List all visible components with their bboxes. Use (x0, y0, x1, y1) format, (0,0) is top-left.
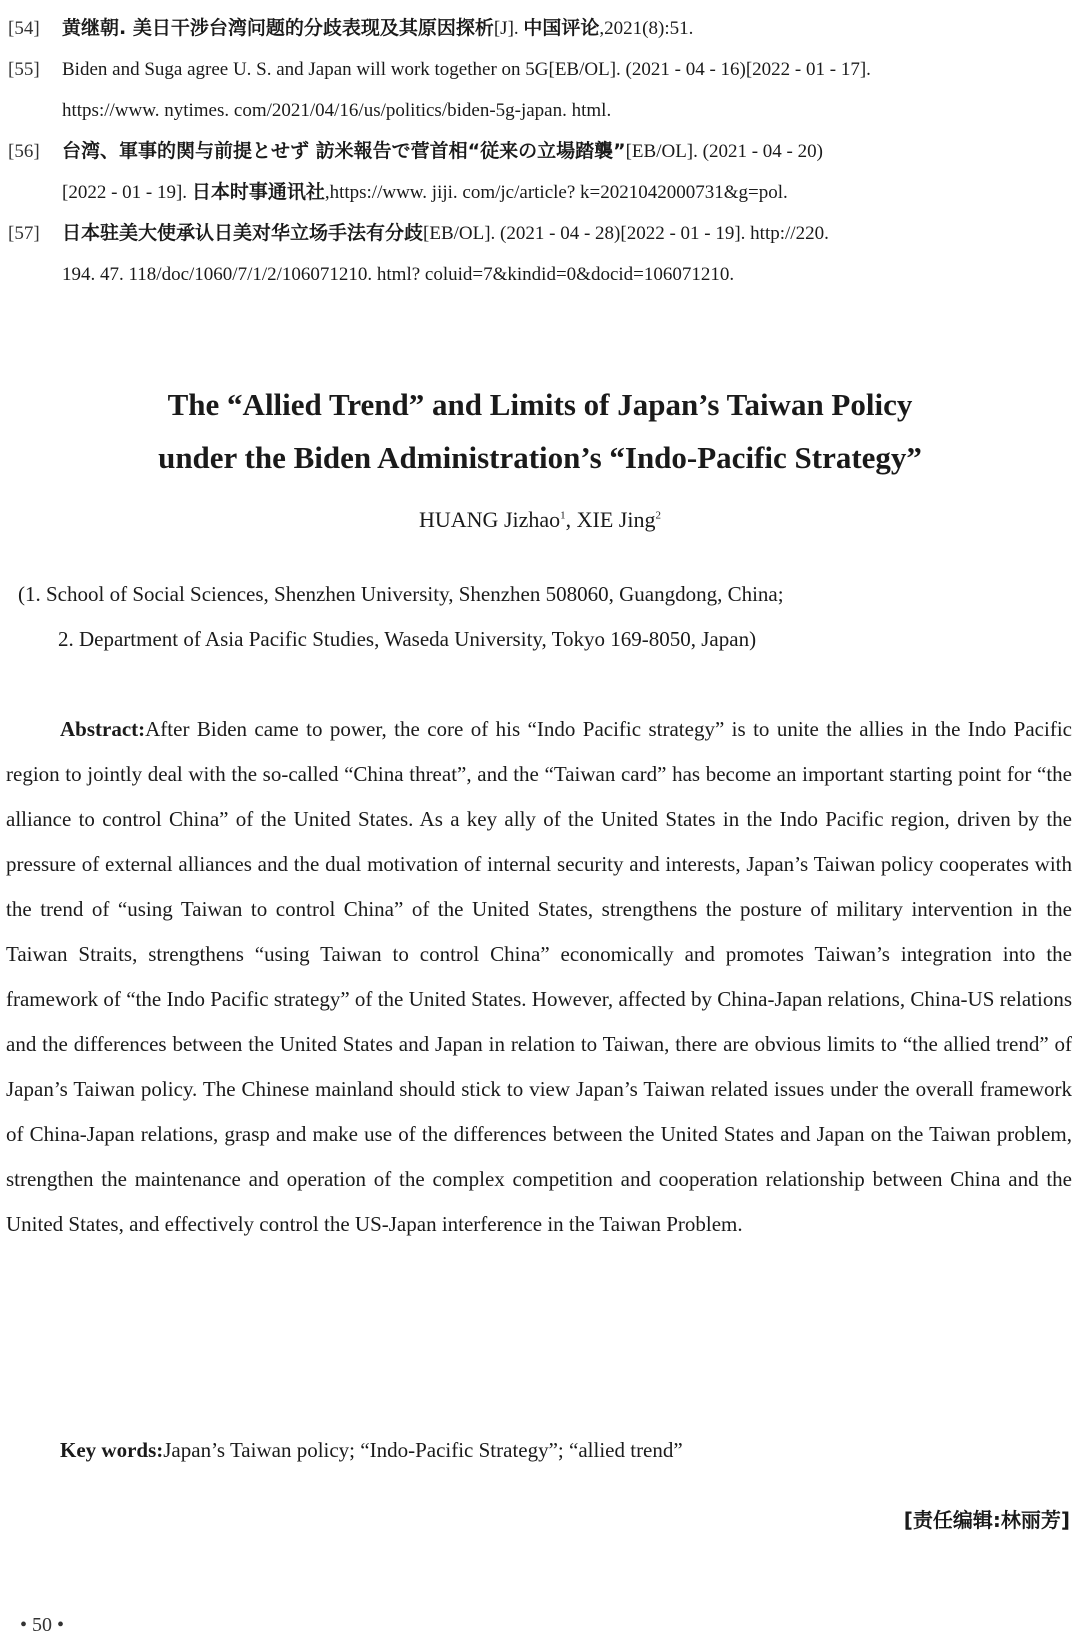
reference-line (62, 172, 1072, 213)
reference-text-segment: ,2021(8):51. (599, 18, 694, 39)
author-line (0, 507, 1080, 533)
abstract (6, 707, 1072, 1247)
reference-text-segment: [J]. (493, 18, 524, 39)
reference-text-segment: [EB/OL]. (2021 - 04 - 28)[2022 - 01 - 19]. http://220. (423, 223, 829, 244)
keywords-text: Japan’s Taiwan policy; “Indo-Pacific Strategy”; “allied trend” (163, 1438, 683, 1462)
keywords (60, 1428, 1072, 1473)
abstract-paragraph (6, 707, 1072, 1247)
keywords-label: Key words: (60, 1438, 164, 1462)
author-1: HUANG Jizhao (419, 507, 561, 532)
author-separator: , (565, 507, 577, 532)
reference-line (62, 8, 1072, 49)
reference-line (62, 254, 1072, 295)
affiliation-2: 2. Department of Asia Pacific Studies, Waseda University, Tokyo 169-8050, Japan) (58, 627, 757, 651)
abstract-label: Abstract: (60, 717, 146, 741)
author-2: XIE Jing (576, 507, 656, 532)
reference-number: [54] (8, 18, 40, 39)
author-2-affil-marker: 2 (655, 509, 661, 522)
reference-number: [55] (8, 59, 40, 80)
reference-line (62, 90, 1072, 131)
responsible-editor: [责任编辑:林丽芳] (903, 1508, 1070, 1532)
abstract-text: After Biden came to power, the core of his “Indo Pacific strategy” is to unite the allies in the Indo Pacific region to jointly deal with the so-called “China threat”, and the “Taiwan card” has become an important starting point for “the alliance to control China” of the United States. As a key ally of the United States in the Indo Pacific region, driven by the pressure of external alliances and the dual motivation of internal security and interests, Japan’s Taiwan policy cooperates with the trend of “using Taiwan to control China” of the United States, strengthens the posture of military intervention in the Taiwan Straits, strengthens “using Taiwan to control China” economically and promotes Taiwan’s integration into the framework of “the Indo Pacific strategy” of the United States. However, affected by China-Japan relations, China-US relations and the differences between the United States and Japan in relation to Taiwan, there are obvious limits to “the allied trend” of Japan’s Taiwan policy. The Chinese mainland should stick to view Japan’s Taiwan related issues under the overall framework of China-Japan relations, grasp and make use of the differences between the United States and Japan on the Taiwan problem, strengthen the maintenance and operation of the complex competition and cooperation relationship between China and the United States, and effectively control the US-Japan interference in the Taiwan Problem. (6, 717, 1072, 1236)
reference-text-segment: 日本时事通讯社 (191, 181, 325, 203)
article-title (0, 378, 1080, 484)
affiliations (18, 572, 1068, 662)
affiliation-1: (1. School of Social Sciences, Shenzhen University, Shenzhen 508060, Guangdong, China; (18, 582, 784, 606)
author-1-affil-marker: 1 (560, 509, 566, 522)
reference-text-segment: 194. 47. 118/doc/1060/7/1/2/106071210. html? coluid=7&kindid=0&docid=106071210. (62, 264, 735, 285)
reference-item (8, 49, 1072, 131)
title-line-2: under the Biden Administration’s “Indo-Pacific Strategy” (158, 440, 922, 475)
reference-text-segment: 台湾、軍事的関与前提とせず 訪米報告で菅首相“従来の立場踏襲” (62, 140, 626, 162)
reference-number: [57] (8, 223, 40, 244)
reference-item (8, 213, 1072, 295)
reference-text-segment: 黄继朝. 美日干涉台湾问题的分歧表现及其原因探析 (62, 17, 494, 39)
reference-line (62, 131, 1072, 172)
reference-list (8, 8, 1072, 295)
page-number: • 50 • (20, 1614, 65, 1636)
reference-text-segment: https://www. nytimes. com/2021/04/16/us/politics/biden-5g-japan. html. (62, 100, 612, 121)
reference-text-segment: [EB/OL]. (2021 - 04 - 20) (625, 141, 823, 162)
reference-number: [56] (8, 141, 40, 162)
reference-line (62, 213, 1072, 254)
reference-text-segment: [2022 - 01 - 19]. (62, 182, 192, 203)
reference-text-segment: 中国评论 (523, 17, 600, 39)
title-line-1: The “Allied Trend” and Limits of Japan’s Taiwan Policy (167, 387, 913, 422)
reference-text-segment: ,https://www. jiji. com/jc/article? k=2021042000731&g=pol. (324, 182, 788, 203)
reference-text-segment: Biden and Suga agree U. S. and Japan will work together on 5G[EB/OL]. (2021 - 04 - 16)[2022 - 01 - 17]. (62, 59, 871, 80)
reference-line (62, 49, 1072, 90)
reference-item (8, 131, 1072, 213)
reference-text-segment: 日本驻美大使承认日美对华立场手法有分歧 (62, 222, 424, 244)
reference-item (8, 8, 1072, 49)
